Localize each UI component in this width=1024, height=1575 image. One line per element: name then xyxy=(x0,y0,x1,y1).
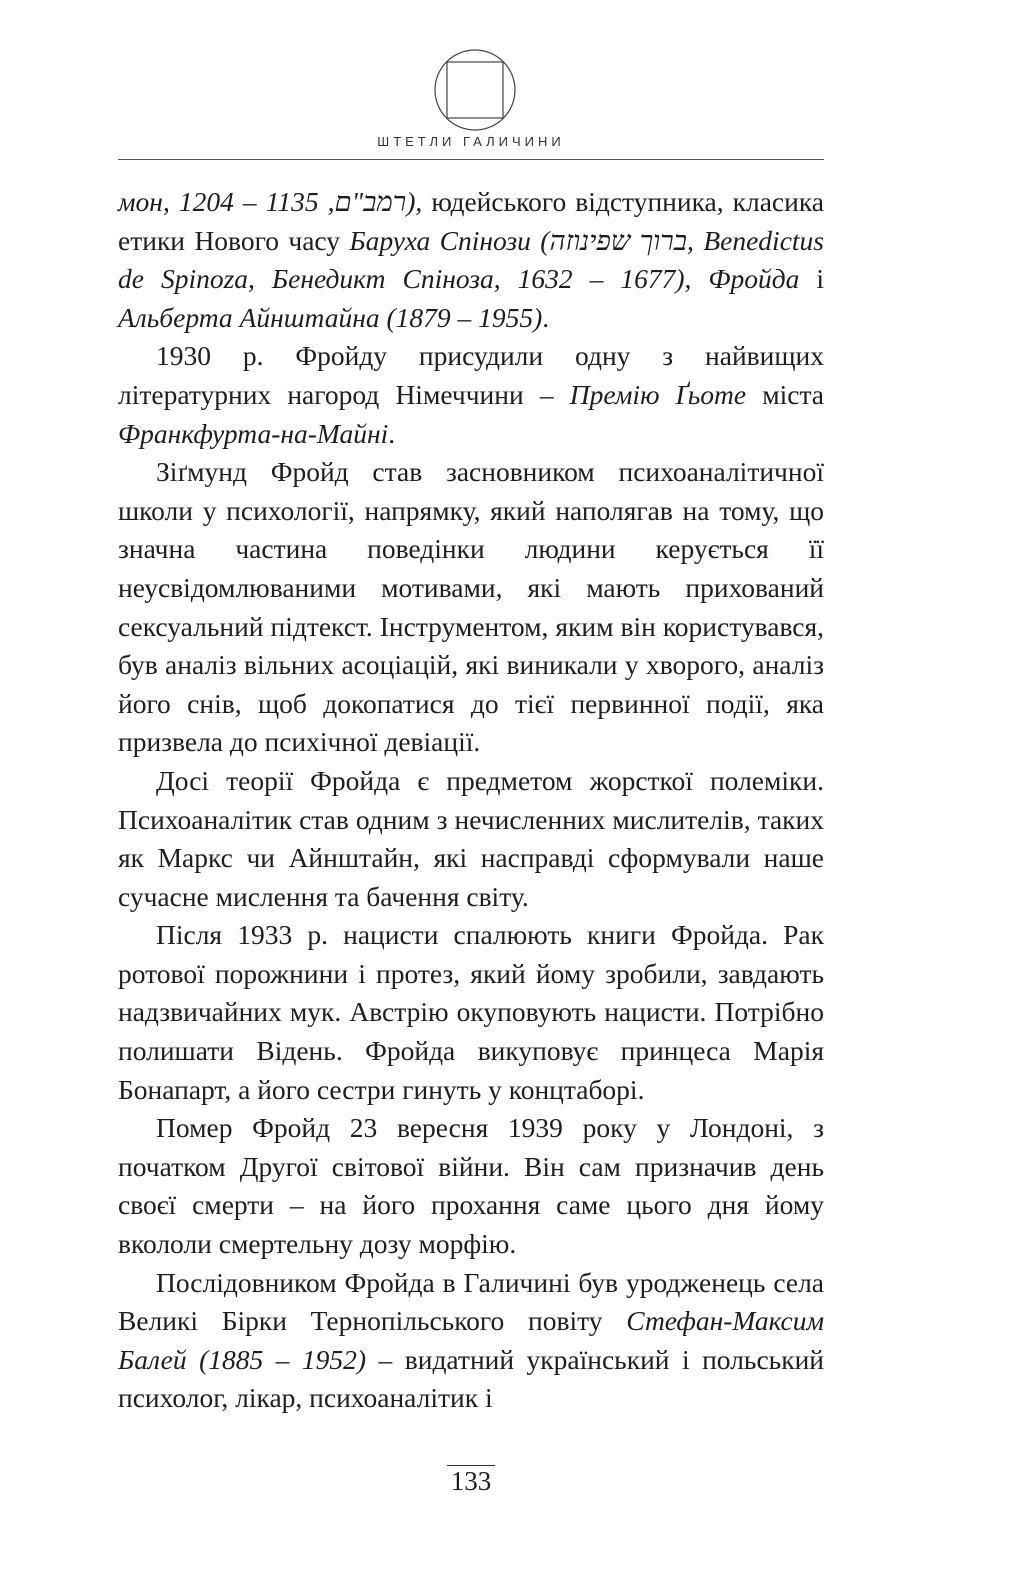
paragraph xyxy=(118,1264,824,1418)
paragraph xyxy=(118,916,824,1109)
paragraph xyxy=(118,453,824,762)
text-segment: і xyxy=(799,263,825,295)
page-number xyxy=(118,1466,824,1497)
text-segment: Досі теорії Фройда є предметом жорсткої полеміки. Психоаналітик став одним з нечисленних мислителів, таких як Маркс чи Айнштайн, які насправді сформували наше сучасне мислення та бачення світу. xyxy=(118,764,824,912)
italic-segment: Баруха Спінози (ברוך שפינוזה, Benedictus de Spinoza, Бенедикт Спіноза, 1632 – 1677), Фройда xyxy=(118,224,824,295)
text-segment: 1930 р. Фройду присудили одну з найвищих літературних нагород Німеччини – xyxy=(118,340,824,410)
paragraph xyxy=(118,1109,824,1263)
italic-segment: мон, רמב"ם, 1135 – 1204), xyxy=(118,186,423,217)
italic-segment: Премію Ґьоте xyxy=(569,378,747,410)
italic-segment: Стефан-Максим Балей (1885 – 1952) xyxy=(118,1305,824,1375)
circle-square-emblem-icon xyxy=(433,48,517,132)
body-text xyxy=(118,183,824,1418)
text-segment: . xyxy=(388,417,396,449)
running-head: ШТЕТЛИ ГАЛИЧИНИ xyxy=(377,134,565,149)
paragraph xyxy=(118,183,824,337)
paragraph xyxy=(118,762,824,916)
text-segment: Зіґмунд Фройд став засновником психоаналітичної школи у психології, напрямку, який наполягав на тому, що значна частина поведінки людини керується її неусвідомлюваними мотивами, які мають прихований сексуальний підтекст. Інструментом, яким він користувався, був аналіз вільних асоціацій, які виникали у хворого, аналіз його снів, щоб докопатися до тієї первинної події, яка призвела до психічної девіації. xyxy=(118,456,824,758)
italic-segment: Франкфурта-на-Майні xyxy=(118,417,389,449)
text-segment: Після 1933 р. нацисти спалюють книги Фройда. Рак ротової порожнини і протез, який йому зробили, завдають надзвичайних мук. Австрію окуповують нацисти. Потрібно полишати Відень. Фройда викуповує принцеса Марія Бонапарт, а його сестри гинуть у концтаборі. xyxy=(118,919,824,1105)
text-segment: Послідовником Фройда в Галичині був уродженець села Великі Бірки Тернопільського повіту xyxy=(118,1266,824,1337)
text-segment: міста xyxy=(746,378,825,410)
text-segment: Помер Фройд 23 вересня 1939 року у Лондоні, з початком Другої світової війни. Він сам призначив день своєї смерти – на його прохання саме цього дня йому вкололи смертельну дозу морфію. xyxy=(118,1112,824,1260)
text-segment: . xyxy=(542,301,550,333)
header-rule xyxy=(118,159,824,160)
text-segment: юдейського відступника, класика етики Нового часу xyxy=(118,186,824,256)
page-number-value: 133 xyxy=(447,1465,496,1496)
paragraph xyxy=(118,337,824,453)
text-segment: – видатний український і польський психолог, лікар, психоаналітик і xyxy=(118,1343,824,1414)
italic-segment: Альберта Айнштайна (1879 – 1955) xyxy=(118,301,543,333)
